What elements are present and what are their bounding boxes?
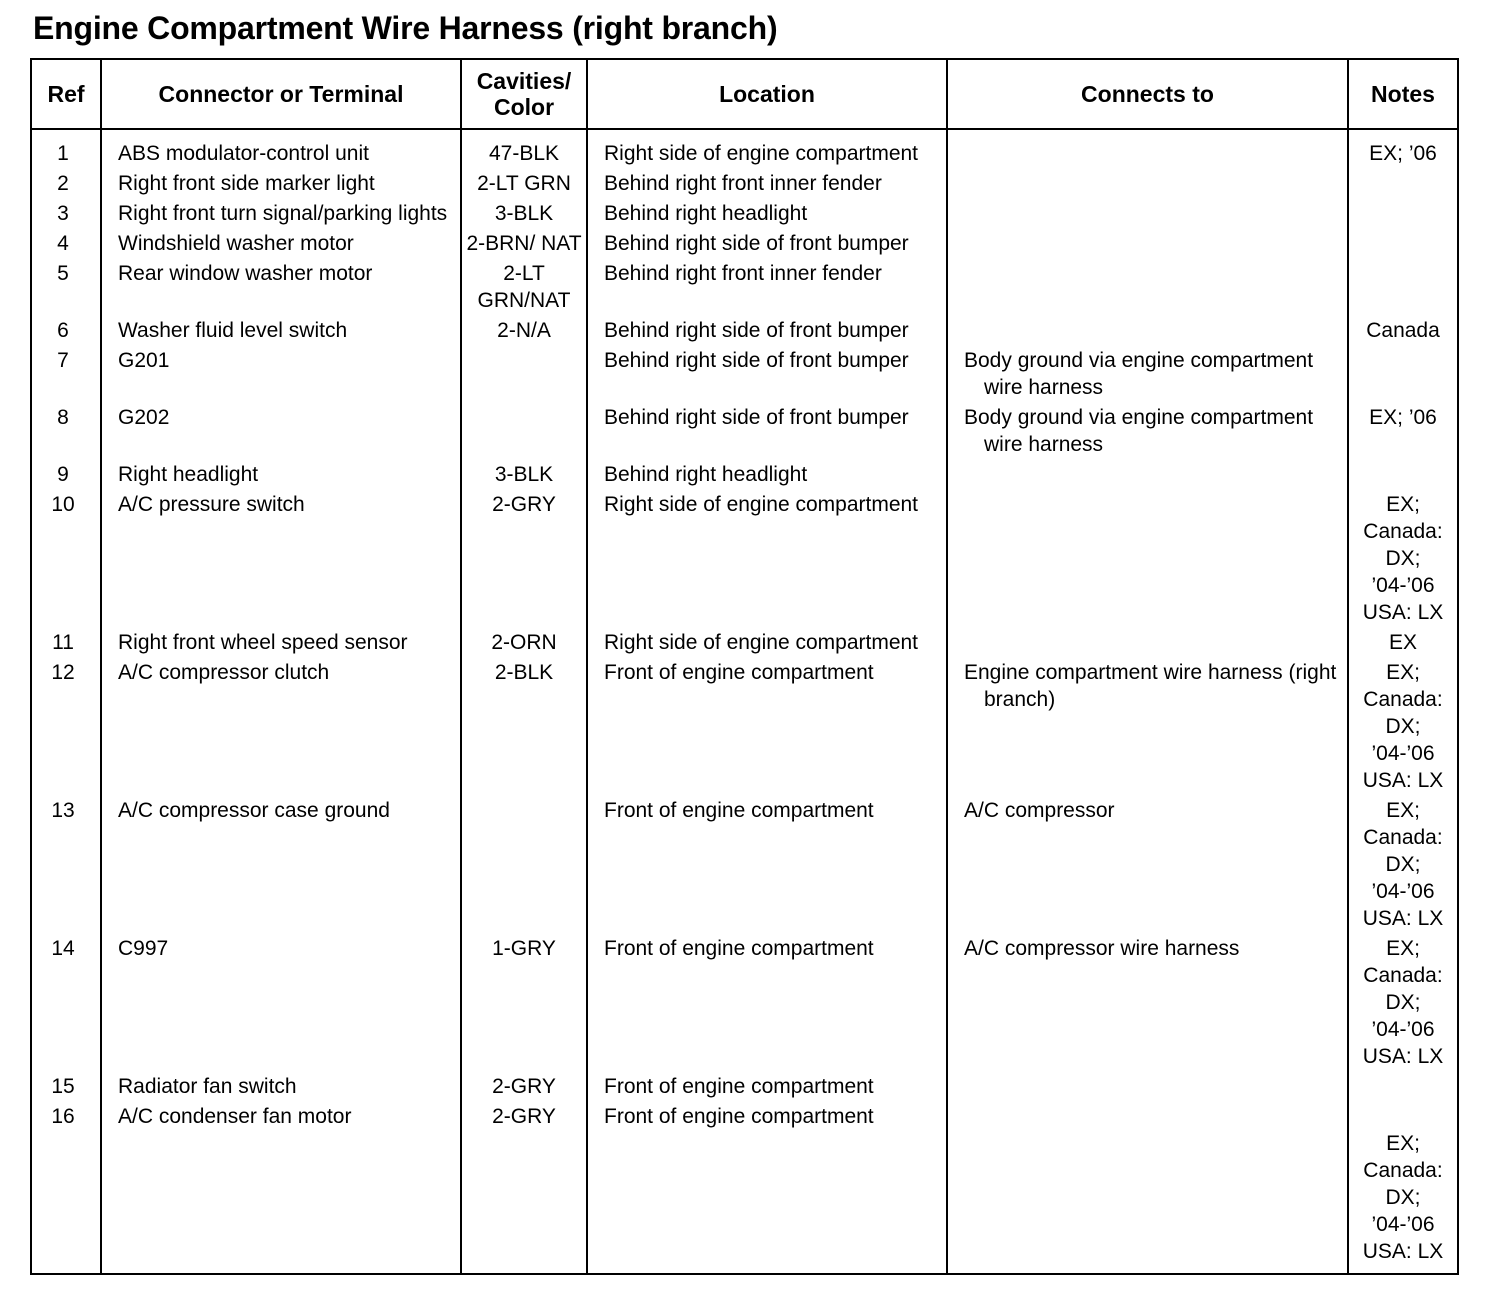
connector-cell [101, 129, 461, 170]
connector-cell-text: Rear window washer motor [118, 262, 373, 285]
connector-cell [101, 1103, 461, 1274]
connects-to-cell [947, 659, 1348, 797]
connects-to-cell [947, 935, 1348, 1073]
connector-cell [101, 347, 461, 404]
table-row [31, 230, 1458, 260]
connector-cell-text: C997 [118, 937, 169, 960]
wire-harness-table [30, 58, 1459, 1275]
notes-cell: EX [1348, 629, 1458, 659]
notes-cell [1348, 170, 1458, 200]
connector-cell-text: G202 [118, 406, 170, 429]
notes-cell [1348, 200, 1458, 230]
location-cell: Front of engine compartment [587, 659, 947, 797]
notes-cell [1348, 347, 1458, 404]
location-cell: Behind right side of front bumper [587, 230, 947, 260]
table-header-row [31, 59, 1458, 129]
connects-to-cell [947, 170, 1348, 200]
cavities-color-cell: 2-LT GRN [461, 170, 587, 200]
ref-cell: 3 [57, 202, 69, 225]
connector-cell-text: Right front wheel speed sensor [118, 631, 408, 654]
connects-to-cell-text: A/C compressor [964, 799, 1115, 822]
location-cell: Behind right side of front bumper [587, 317, 947, 347]
header-connects-to: Connects to [947, 59, 1348, 129]
connector-cell [101, 491, 461, 629]
location-cell: Behind right side of front bumper [587, 404, 947, 461]
ref-cell: 5 [57, 262, 69, 285]
connector-cell [101, 461, 461, 491]
connector-cell [101, 629, 461, 659]
table-body [31, 129, 1458, 1274]
ref-cell: 12 [51, 661, 75, 684]
ref-cell: 16 [51, 1105, 75, 1128]
ref-cell: 7 [57, 349, 69, 372]
notes-cell [1348, 230, 1458, 260]
table-row [31, 629, 1458, 659]
connects-to-cell [947, 629, 1348, 659]
connector-cell-text: Washer fluid level switch [118, 319, 348, 342]
location-cell: Front of engine compartment [587, 1103, 947, 1274]
connector-cell-text: A/C condenser fan motor [118, 1105, 352, 1128]
table-row [31, 797, 1458, 935]
location-cell: Behind right side of front bumper [587, 347, 947, 404]
cavities-color-cell: 2-N/A [461, 317, 587, 347]
location-cell: Front of engine compartment [587, 935, 947, 1073]
connects-to-cell [947, 230, 1348, 260]
notes-cell: EX; Canada: DX; ’04-’06 USA: LX [1348, 797, 1458, 935]
page-title: Engine Compartment Wire Harness (right branch) [33, 10, 778, 46]
connects-to-cell-text: Engine compartment wire harness (right branch) [964, 661, 1337, 711]
header-notes: Notes [1348, 59, 1458, 129]
notes-cell: EX; Canada: DX; ’04-’06 USA: LX [1348, 659, 1458, 797]
connector-cell [101, 260, 461, 317]
ref-cell: 2 [57, 172, 69, 195]
connector-cell-text: Right headlight [118, 463, 259, 486]
cavities-color-cell: 2-GRY [461, 491, 587, 629]
connector-cell-text: Right front side marker light [118, 172, 375, 195]
connects-to-cell-text: Body ground via engine compartment wire harness [964, 349, 1314, 399]
notes-cell [1348, 260, 1458, 317]
location-cell: Behind right headlight [587, 461, 947, 491]
notes-cell: EX; Canada: DX; ’04-’06 USA: LX [1348, 935, 1458, 1073]
cavities-color-cell: 2-BRN/ NAT [461, 230, 587, 260]
connector-cell [101, 935, 461, 1073]
cavities-color-cell: 2-GRY [461, 1073, 587, 1103]
ref-cell: 13 [51, 799, 75, 822]
cavities-color-cell: 2-BLK [461, 659, 587, 797]
table-row [31, 404, 1458, 461]
connector-cell-text: A/C pressure switch [118, 493, 305, 516]
ref-cell: 9 [57, 463, 69, 486]
notes-cell: EX; ’06 [1348, 129, 1458, 170]
table-row [31, 170, 1458, 200]
ref-cell: 11 [52, 631, 74, 654]
table-row [31, 461, 1458, 491]
cavities-color-cell: 2-ORN [461, 629, 587, 659]
notes-cell: EX; Canada: DX; ’04-’06 USA: LX [1348, 1103, 1458, 1274]
connector-cell-text: Radiator fan switch [118, 1075, 297, 1098]
connects-to-cell [947, 491, 1348, 629]
connector-cell [101, 659, 461, 797]
connects-to-cell-text: A/C compressor wire harness [964, 937, 1240, 960]
table-row [31, 317, 1458, 347]
connector-cell [101, 170, 461, 200]
cavities-color-cell: 3-BLK [461, 461, 587, 491]
table-row [31, 200, 1458, 230]
connector-cell [101, 404, 461, 461]
connector-cell [101, 200, 461, 230]
notes-cell: EX; Canada: DX; ’04-’06 USA: LX [1348, 491, 1458, 629]
table-row [31, 659, 1458, 797]
header-location: Location [587, 59, 947, 129]
ref-cell: 1 [57, 142, 69, 165]
cavities-color-cell [461, 347, 587, 404]
connects-to-cell [947, 347, 1348, 404]
location-cell: Right side of engine compartment [587, 491, 947, 629]
cavities-color-cell: 3-BLK [461, 200, 587, 230]
notes-cell [1348, 1073, 1458, 1103]
connects-to-cell [947, 1073, 1348, 1103]
connects-to-cell-text: Body ground via engine compartment wire harness [964, 406, 1314, 456]
cavities-color-cell: 2-LT GRN/NAT [461, 260, 587, 317]
connects-to-cell [947, 461, 1348, 491]
connector-cell [101, 317, 461, 347]
ref-cell: 10 [51, 493, 75, 516]
location-cell: Behind right front inner fender [587, 260, 947, 317]
table-row [31, 129, 1458, 170]
location-cell: Front of engine compartment [587, 797, 947, 935]
connects-to-cell [947, 404, 1348, 461]
ref-cell: 6 [57, 319, 69, 342]
ref-cell: 14 [51, 937, 75, 960]
table-row [31, 1073, 1458, 1103]
ref-cell: 8 [57, 406, 69, 429]
location-cell: Behind right front inner fender [587, 170, 947, 200]
connector-cell-text: ABS modulator-control unit [118, 142, 369, 165]
header-ref: Ref [31, 59, 101, 129]
connector-cell [101, 230, 461, 260]
connects-to-cell [947, 200, 1348, 230]
cavities-color-cell [461, 404, 587, 461]
cavities-color-cell: 47-BLK [461, 129, 587, 170]
connector-cell [101, 797, 461, 935]
table-row [31, 491, 1458, 629]
connects-to-cell [947, 317, 1348, 347]
cavities-color-cell: 2-GRY [461, 1103, 587, 1274]
cavities-color-cell [461, 797, 587, 935]
connector-cell-text: A/C compressor case ground [118, 799, 390, 822]
table-row [31, 935, 1458, 1073]
ref-cell: 15 [51, 1075, 75, 1098]
connects-to-cell [947, 260, 1348, 317]
location-cell: Right side of engine compartment [587, 629, 947, 659]
header-cavities-color: Cavities/ Color [461, 59, 587, 129]
ref-cell: 4 [57, 232, 69, 255]
connector-cell-text: Windshield washer motor [118, 232, 354, 255]
notes-cell [1348, 461, 1458, 491]
header-connector: Connector or Terminal [101, 59, 461, 129]
table-row [31, 347, 1458, 404]
connects-to-cell [947, 797, 1348, 935]
notes-cell: Canada [1348, 317, 1458, 347]
connector-cell [101, 1073, 461, 1103]
location-cell: Right side of engine compartment [587, 129, 947, 170]
table-row [31, 260, 1458, 317]
cavities-color-cell: 1-GRY [461, 935, 587, 1073]
connector-cell-text: Right front turn signal/parking lights [118, 202, 448, 225]
connects-to-cell [947, 129, 1348, 170]
location-cell: Front of engine compartment [587, 1073, 947, 1103]
table-row [31, 1103, 1458, 1274]
notes-cell: EX; ’06 [1348, 404, 1458, 461]
connector-cell-text: A/C compressor clutch [118, 661, 330, 684]
connects-to-cell [947, 1103, 1348, 1274]
location-cell: Behind right headlight [587, 200, 947, 230]
connector-cell-text: G201 [118, 349, 170, 372]
